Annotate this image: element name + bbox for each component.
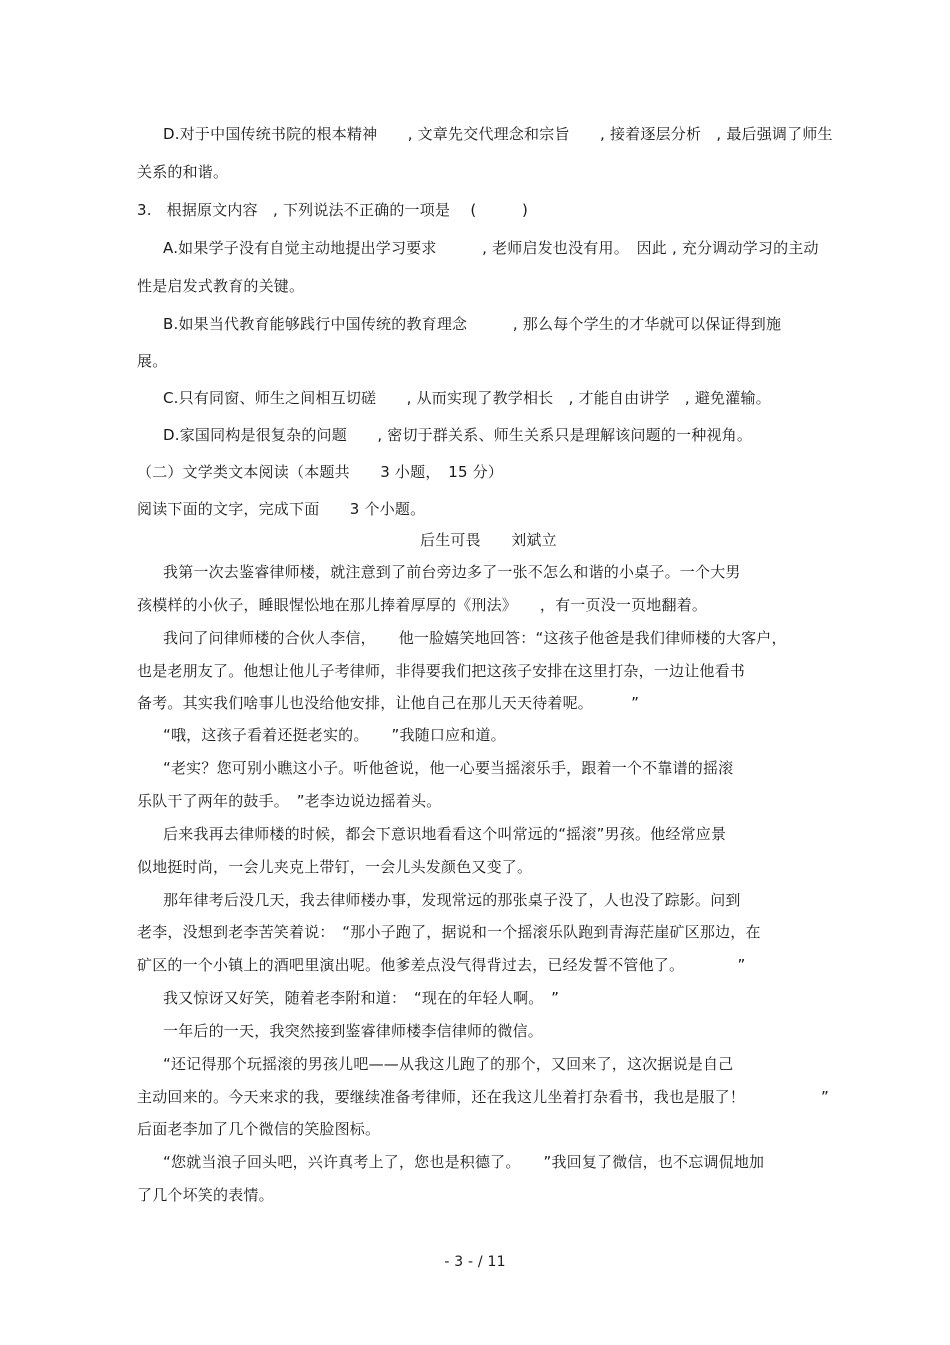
paragraph-line: 了几个坏笑的表情。 — [137, 1186, 274, 1204]
paragraph-line: 乐队干了两年的鼓手。 ”老李边说边摇着头。 — [137, 792, 442, 810]
paragraph-line: 也是老朋友了。他想让他儿子考律师，非得要我们把这孩子安排在这里打杂，一边让他看书 — [137, 662, 746, 680]
text-line: 性是启发式教育的关键。 — [137, 277, 305, 295]
paragraph-line: “老实？您可别小瞧这小子。听他爸说，他一心要当摇滚乐手，跟着一个不靠谱的摇滚 — [163, 759, 734, 777]
text-line: 展。 — [137, 352, 168, 370]
page-number: - 3 - / 11 — [444, 1254, 506, 1270]
paragraph-line: “哦，这孩子看着还挺老实的。 ”我随口应和道。 — [163, 726, 506, 744]
paragraph-line: 一年后的一天，我突然接到鉴睿律师楼李信律师的微信。 — [163, 1022, 544, 1040]
option-c: C.只有同窗、师生之间相互切磋 , 从而实现了教学相长 , 才能自由讲学 , 避免灌输。 — [163, 389, 771, 407]
paragraph-line: 我问了问律师楼的合伙人李信， 他一脸嬉笑地回答：“这孩子他爸是我们律师楼的大客户， — [163, 629, 787, 647]
section-heading: （二）文学类文本阅读（本题共 3 小题， 15 分） — [137, 463, 504, 481]
paragraph-line: 我又惊讶又好笑，随着老李附和道： “现在的年轻人啊。 ” — [163, 989, 560, 1007]
question-heading: 3. 根据原文内容 , 下列说法不正确的一项是 ( ) — [137, 201, 529, 219]
text-line: 关系的和谐。 — [137, 163, 229, 181]
option-a: A.如果学子没有自觉主动地提出学习要求 , 老师启发也没有用。 因此 , 充分调动学习的主动 — [163, 239, 819, 257]
paragraph-line: “您就当浪子回头吧，兴许真考上了，您也是积德了。 ”我回复了微信，也不忘调侃地加 — [163, 1153, 765, 1171]
paragraph-line: 后来我再去律师楼的时候，都会下意识地看看这个叫常远的“摇滚”男孩。他经常应景 — [163, 825, 727, 843]
text-line: D.对于中国传统书院的根本精神 , 文章先交代理念和宗旨 , 接着逐层分析 , 最后强调了师生 — [163, 125, 833, 143]
paragraph-line: 我第一次去鉴睿律师楼，就注意到了前台旁边多了一张不怎么和谐的小桌子。一个大男 — [163, 563, 741, 581]
paragraph-line: 后面老李加了几个微信的笑脸图标。 — [137, 1120, 381, 1138]
paragraph-line: 似地挺时尚，一会儿夹克上带钉，一会儿头发颜色又变了。 — [137, 858, 533, 876]
paragraph-line: 矿区的一个小镇上的酒吧里演出呢。他爹差点没气得背过去，已经发誓不管他了。 ” — [137, 956, 746, 974]
paragraph-line: 那年律考后没几天，我去律师楼办事，发现常远的那张桌子没了，人也没了踪影。问到 — [163, 891, 741, 909]
instruction-line: 阅读下面的文字，完成下面 3 个小题。 — [137, 500, 426, 518]
paragraph-line: “还记得那个玩摇滚的男孩儿吧——从我这儿跑了的那个，又回来了，这次据说是自己 — [163, 1055, 734, 1073]
option-d: D.家国同构是很复杂的问题 , 密切于群关系、师生关系只是理解该问题的一种视角。 — [163, 426, 753, 444]
option-b: B.如果当代教育能够践行中国传统的教育理念 , 那么每个学生的才华就可以保证得到施 — [163, 315, 782, 333]
story-title: 后生可畏 刘斌立 — [420, 531, 557, 549]
paragraph-line: 备考。其实我们啥事儿也没给他安排，让他自己在那儿天天待着呢。 ” — [137, 694, 640, 712]
paragraph-line: 孩模样的小伙子，睡眼惺忪地在那儿捧着厚厚的《刑法》 ，有一页没一页地翻着。 — [137, 596, 708, 614]
paragraph-line: 老李，没想到老李苦笑着说： “那小子跑了，据说和一个摇滚乐队跑到青海茫崖矿区那边，在 — [137, 923, 761, 941]
paragraph-line: 主动回来的。今天来求的我，要继续准备考律师，还在我这儿坐着打杂看书，我也是服了！ ” — [137, 1088, 829, 1106]
